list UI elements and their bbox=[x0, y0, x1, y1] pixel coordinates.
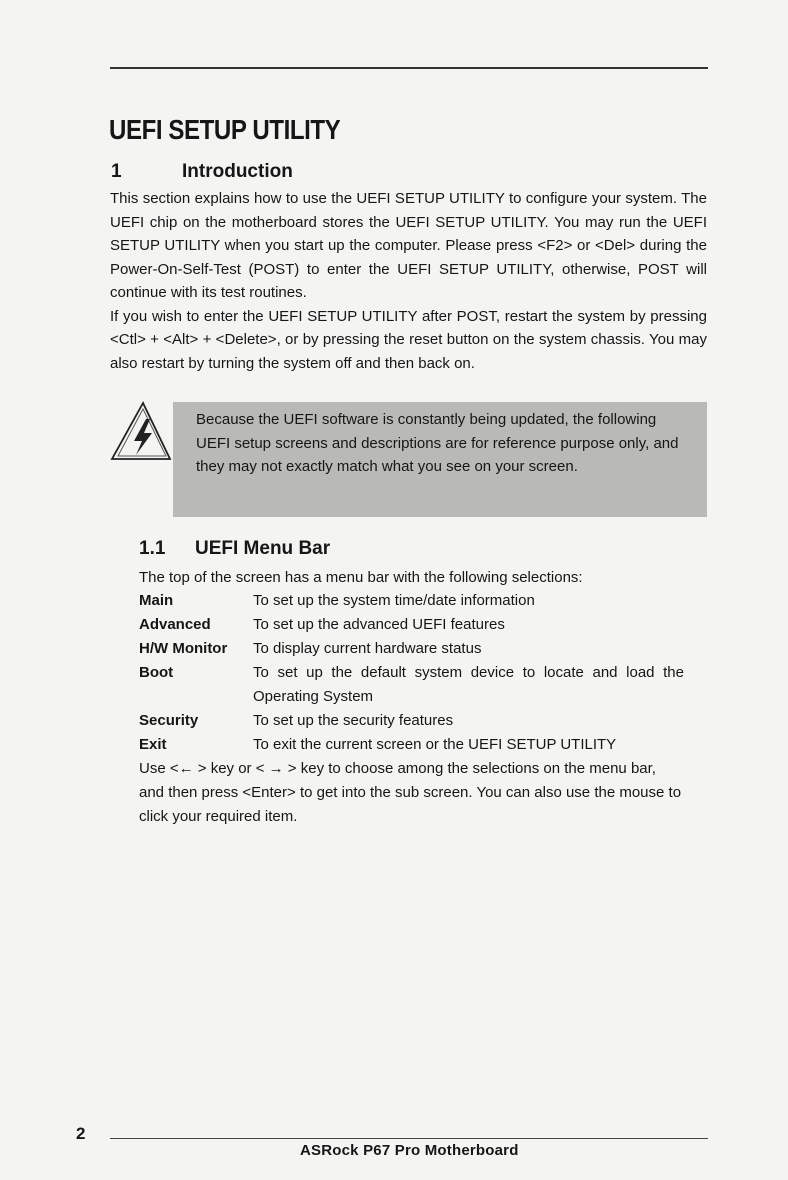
menu-description: To set up the system time/date information bbox=[253, 592, 535, 609]
intro-paragraph: This section explains how to use the UEFI SETUP UTILITY to configure your system. The UEFI chip on the motherboard stores the UEFI SETUP UTILITY. You may run the UEFI SETUP UTILITY when you start up the computer. Please press <F2> or <Del> during the Power-On-Self-Test (POST) to enter the UEFI SETUP UTILITY, otherwise, POST will continue with its test routines. bbox=[110, 190, 707, 301]
footer-rule bbox=[110, 1138, 708, 1139]
menu-item-boot bbox=[139, 661, 684, 709]
menu-description: To set up the advanced UEFI features bbox=[253, 616, 505, 633]
intro-paragraph: If you wish to enter the UEFI SETUP UTILITY after POST, restart the system by pressing <Ctl> + <Alt> + <Delete>, or by pressing the reset button on the system chassis. You may also restart by turning the system off and then back on. bbox=[110, 307, 707, 372]
menu-description: To exit the current screen or the UEFI SETUP UTILITY bbox=[253, 736, 617, 753]
menu-intro-text: The top of the screen has a menu bar with the following selections: bbox=[139, 569, 583, 586]
menu-term: Boot bbox=[139, 664, 174, 681]
menu-item-exit bbox=[139, 733, 684, 757]
note-text: Because the UEFI software is constantly being updated, the following UEFI setup screens and descriptions are for reference purpose only, and they may not exactly match what you see on your screen. bbox=[196, 411, 679, 475]
usage-text: Use <← > key or < → > key to choose among the selections on the menu bar, and then press <Enter> to get into the sub screen. You can also use the mouse to click your required item. bbox=[139, 760, 682, 825]
subsection-heading bbox=[139, 538, 330, 560]
menu-term: Main bbox=[139, 592, 174, 609]
menu-item-advanced bbox=[139, 613, 684, 637]
subsection-title: UEFI Menu Bar bbox=[195, 538, 331, 559]
intro-text bbox=[110, 187, 707, 375]
footer-product: ASRock P67 Pro Motherboard bbox=[300, 1142, 519, 1159]
menu-description: To display current hardware status bbox=[253, 640, 482, 657]
menu-description: To set up the default system device to locate and load the Operating System bbox=[253, 664, 684, 705]
header-rule bbox=[110, 67, 708, 69]
chapter-title: UEFI SETUP UTILITY bbox=[109, 114, 341, 145]
menu-term: H/W Monitor bbox=[139, 640, 228, 657]
warning-icon bbox=[108, 399, 174, 463]
section-heading bbox=[111, 161, 293, 183]
menu-term: Advanced bbox=[139, 616, 211, 633]
menu-term: Security bbox=[139, 712, 199, 729]
subsection-number: 1.1 bbox=[139, 538, 166, 559]
menu-item-hw-monitor bbox=[139, 637, 684, 661]
page-number: 2 bbox=[76, 1124, 86, 1143]
note-box bbox=[108, 399, 707, 517]
section-title: Introduction bbox=[182, 161, 293, 182]
menu-term: Exit bbox=[139, 736, 167, 753]
menu-selection-list bbox=[139, 589, 684, 757]
section-number: 1 bbox=[111, 161, 122, 182]
menu-item-security bbox=[139, 709, 684, 733]
menu-description: To set up the security features bbox=[253, 712, 454, 729]
menu-item-main bbox=[139, 589, 684, 613]
